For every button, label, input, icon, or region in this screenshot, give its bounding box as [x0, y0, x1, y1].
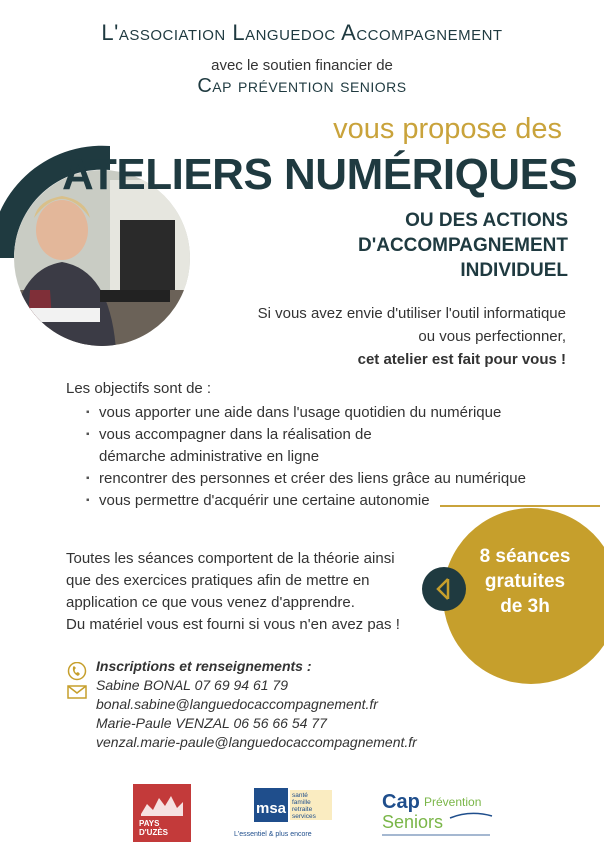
svg-text:msa: msa [256, 800, 287, 817]
cap-prevention-seniors-logo [380, 786, 500, 842]
sessions-line: que des exercices pratiques afin de mettre en [66, 572, 370, 589]
svg-text:retraite: retraite [292, 806, 313, 813]
contact-block [96, 657, 417, 752]
svg-text:L'essentiel & plus encore: L'essentiel & plus encore [234, 831, 312, 838]
offer-intro: vous propose des [333, 113, 562, 145]
intro-line-bold: cet atelier est fait pour vous ! [357, 351, 566, 368]
intro-line: ou vous perfectionner, [418, 328, 566, 345]
pays-uzes-logo [133, 784, 191, 842]
objective-item: ▪ vous accompagner dans la réalisation de démarche administrative en ligne [86, 424, 566, 468]
actions-line: INDIVIDUEL [460, 260, 568, 281]
association-title: L'association Languedoc Accompagnement [101, 20, 503, 45]
objective-item: ▪ vous permettre d'acquérir une certaine autonomie [86, 490, 566, 512]
objectives-list [86, 402, 566, 512]
contact-email[interactable]: bonal.sabine@languedocaccompagnement.fr [96, 696, 378, 712]
intro-text [258, 302, 566, 371]
badge-line: gratuites [484, 571, 566, 592]
contact-icons [66, 662, 90, 707]
svg-text:Seniors: Seniors [382, 812, 444, 832]
headline: ATELIERS NUMÉRIQUES [62, 150, 578, 199]
msa-logo [230, 786, 350, 842]
support-subtitle: avec le soutien financier de [211, 57, 393, 74]
divider-line [440, 505, 600, 507]
actions-heading [358, 208, 568, 283]
svg-text:santé: santé [292, 792, 308, 799]
badge-line: 8 séances [479, 546, 571, 567]
objective-item: ▪ rencontrer des personnes et créer des liens grâce au numérique [86, 468, 566, 490]
svg-text:Prévention: Prévention [424, 795, 482, 809]
contact-email[interactable]: venzal.marie-paule@languedocaccompagnement.fr [96, 734, 417, 750]
badge-text [460, 544, 590, 619]
mail-icon [68, 686, 86, 698]
sponsor-title: Cap prévention seniors [197, 75, 407, 97]
sessions-description [66, 548, 436, 636]
phone-icon [69, 663, 86, 680]
sessions-line: Toutes les séances comportent de la théorie ainsi [66, 550, 395, 567]
intro-line: Si vous avez envie d'utiliser l'outil informatique [257, 305, 566, 322]
actions-line: D'ACCOMPAGNEMENT [358, 235, 568, 256]
contact-heading: Inscriptions et renseignements : [96, 658, 312, 674]
objective-item: ▪ vous apporter une aide dans l'usage quotidien du numérique [86, 402, 566, 424]
svg-text:Cap: Cap [382, 791, 420, 813]
badge-line: de 3h [500, 596, 550, 617]
objectives-label: Les objectifs sont de : [66, 380, 212, 397]
contact-person: Sabine BONAL 07 69 94 61 79 [96, 677, 289, 693]
sessions-line: application ce que vous venez d'apprendre. [66, 594, 355, 611]
contact-person: Marie-Paule VENZAL 06 56 66 54 77 [96, 715, 327, 731]
svg-text:D'UZÈS: D'UZÈS [139, 828, 169, 837]
svg-text:famille: famille [292, 799, 311, 806]
actions-line: OU DES ACTIONS [405, 210, 568, 231]
sessions-line: Du matériel vous est fourni si vous n'en avez pas ! [66, 616, 400, 633]
svg-text:PAYS: PAYS [139, 819, 160, 828]
svg-text:services: services [292, 813, 316, 820]
